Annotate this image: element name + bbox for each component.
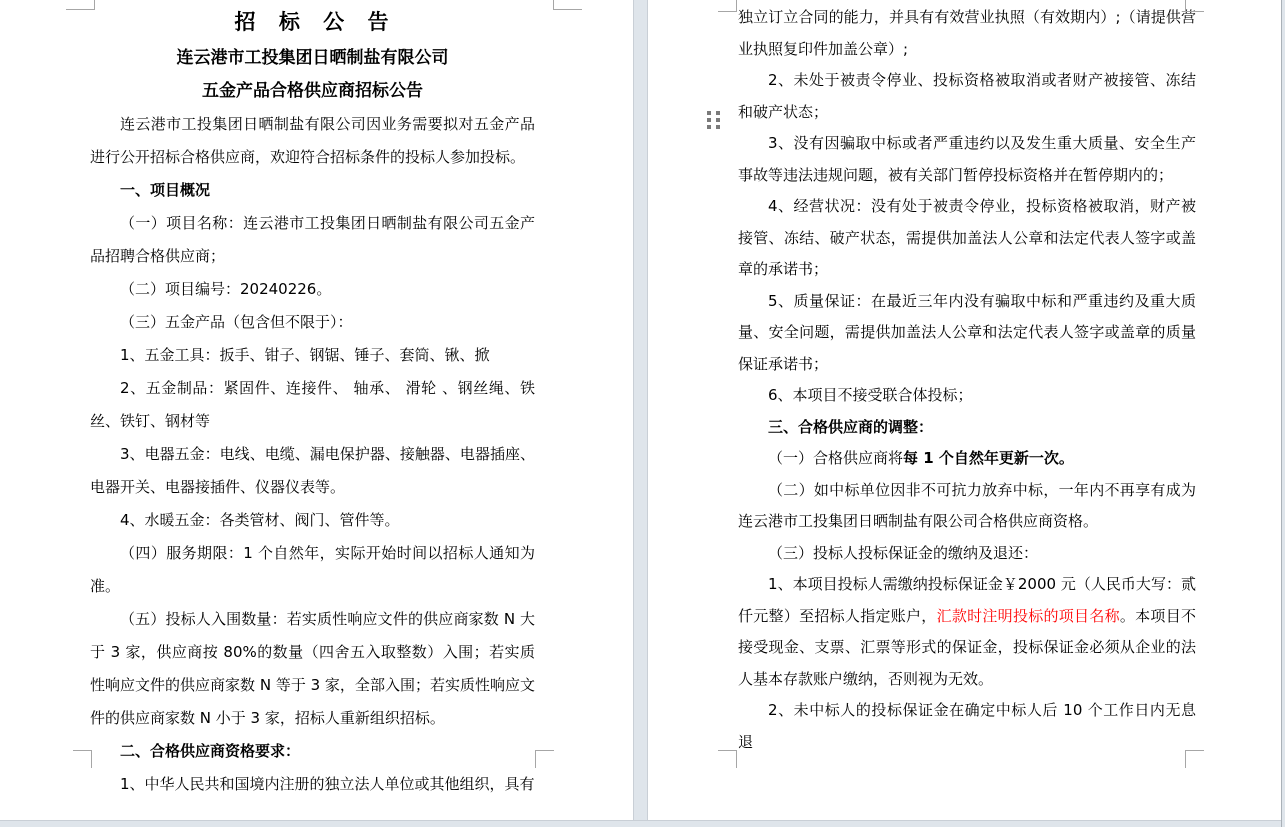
text-run: 五金产品合格供应商招标公告: [202, 81, 423, 101]
text-run: 3、电器五金：电线、电缆、漏电保护器、接触器、电器插座、电器开关、电器接插件、仪器仪表等。: [90, 445, 535, 496]
paragraph: [738, 412, 1196, 444]
paragraph: [90, 339, 535, 372]
paragraph: [90, 108, 535, 174]
margin-crop-mark-top-right-p1: [553, 0, 582, 10]
text-run: 3、没有因骗取中标或者严重违约以及发生重大质量、安全生产事故等违法违规问题，被有关部门暂停投标资格并在暂停期内的；: [738, 134, 1196, 184]
text-run: （四）服务期限：1 个自然年，实际开始时间以招标人通知为准。: [90, 544, 535, 595]
margin-crop-mark-bottom-right-p2: [1185, 750, 1204, 768]
margin-crop-mark-top-left-p2: [718, 0, 737, 12]
paragraph: [90, 207, 535, 273]
paragraph: [90, 735, 535, 768]
text-run: 5、质量保证：在最近三年内没有骗取中标和严重违约及重大质量、安全问题，需提供加盖法人公章和法定代表人签字或盖章的质量保证承诺书；: [738, 291, 1196, 373]
text-run: （五）投标人入围数量：若实质性响应文件的供应商家数 N 大于 3 家，供应商按 80%的数量（四舍五入取整数）入围；若实质性响应文件的供应商家数 N 等于 3 家，全部入围；若实质性响应文件的供应商家数 N 小于 3 家，招标人重新组织招标。: [90, 610, 535, 727]
paragraph: [90, 372, 535, 438]
text-run: （一）合格供应商将: [768, 449, 904, 467]
text-run: （二）如中标单位因非不可抗力放弃中标，一年内不再享有成为连云港市工投集团日晒制盐有限公司合格供应商资格。: [738, 480, 1196, 530]
page-bottom-edge: [0, 820, 1285, 827]
highlighted-red-text: 汇款时注明投标的项目名称: [936, 606, 1120, 625]
paragraph: [738, 286, 1196, 381]
paragraph: [90, 75, 535, 108]
paragraph: [738, 380, 1196, 412]
text-run: 招 标 公 告: [234, 10, 391, 34]
margin-crop-mark-top-right-p2: [1185, 0, 1204, 12]
paragraph: [90, 2, 535, 42]
margin-crop-mark-top-left-p1: [66, 0, 95, 10]
paragraph: [738, 65, 1196, 128]
margin-crop-mark-bottom-right-p1: [535, 750, 554, 768]
text-run: 2、未处于被责令停业、投标资格被取消或者财产被接管、冻结和破产状态；: [738, 71, 1196, 121]
text-run: （三）投标人投标保证金的缴纳及退还：: [768, 543, 1039, 562]
paragraph: [90, 537, 535, 603]
page-1: [90, 0, 535, 801]
text-run: 一、项目概况: [120, 181, 211, 199]
page-gap: [633, 0, 648, 827]
text-run: 2、五金制品：紧固件、连接件、 轴承、 滑轮 、钢丝绳、铁丝、铁钉、钢材等: [90, 379, 535, 430]
text-run: 6、本项目不接受联合体投标；: [768, 386, 973, 404]
paragraph: [738, 569, 1196, 695]
text-run: 连云港市工投集团日晒制盐有限公司: [176, 48, 449, 68]
text-run: 2、未中标人的投标保证金在确定中标人后 10 个工作日内无息退: [738, 701, 1196, 751]
paragraph: [90, 42, 535, 75]
drag-handle-icon[interactable]: [707, 111, 723, 131]
paragraph: [90, 603, 535, 735]
text-run: 1、五金工具：扳手、钳子、钢锯、锤子、套筒、锹、掀: [120, 346, 490, 364]
paragraph: [90, 768, 535, 801]
right-edge-strip: [1281, 0, 1285, 827]
paragraph: [738, 443, 1196, 475]
paragraph: [90, 504, 535, 537]
paragraph: [90, 438, 535, 504]
paragraph: [738, 2, 1196, 65]
text-run: 4、水暖五金：各类管材、阀门、管件等。: [120, 511, 400, 529]
text-run: 三、合格供应商的调整：: [768, 417, 934, 436]
paragraph: [90, 306, 535, 339]
text-run: 二、合格供应商资格要求：: [120, 742, 301, 760]
text-run: （二）项目编号：20240226。: [120, 280, 332, 298]
paragraph: [90, 273, 535, 306]
text-run: （一）项目名称：连云港市工投集团日晒制盐有限公司五金产品招聘合格供应商；: [90, 214, 535, 265]
text-run: 4、经营状况：没有处于被责令停业，投标资格被取消，财产被接管、冻结、破产状态，需提供加盖法人公章和法定代表人签字或盖章的承诺书；: [738, 197, 1196, 278]
margin-crop-mark-bottom-left-p1: [73, 750, 92, 768]
text-run: 。本项目不接受现金、支票、汇票等形式的保证金，投标保证金必须从企业的法人基本存款账户缴纳，否则视为无效。: [738, 606, 1196, 688]
page-2: [738, 2, 1196, 758]
paragraph: [738, 191, 1196, 286]
text-run: 连云港市工投集团日晒制盐有限公司因业务需要拟对五金产品进行公开招标合格供应商，欢迎符合招标条件的投标人参加投标。: [90, 115, 535, 166]
paragraph: [738, 475, 1196, 538]
text-run: （三）五金产品（包含但不限于）：: [120, 313, 353, 331]
paragraph: [90, 174, 535, 207]
paragraph: [738, 695, 1196, 758]
text-run: 1、中华人民共和国境内注册的独立法人单位或其他组织，具有: [120, 775, 535, 793]
text-run: 1、本项目投标人需缴纳投标保证金￥2000 元（人民币大写：贰仟元整）至招标人指定账户，: [738, 575, 1196, 625]
text-run: 每 1 个自然年更新一次。: [903, 449, 1074, 467]
margin-crop-mark-bottom-left-p2: [718, 750, 737, 768]
paragraph: [738, 538, 1196, 570]
paragraph: [738, 128, 1196, 191]
text-run: 独立订立合同的能力，并具有有效营业执照（有效期内）;（请提供营业执照复印件加盖公章）;: [738, 8, 1196, 58]
